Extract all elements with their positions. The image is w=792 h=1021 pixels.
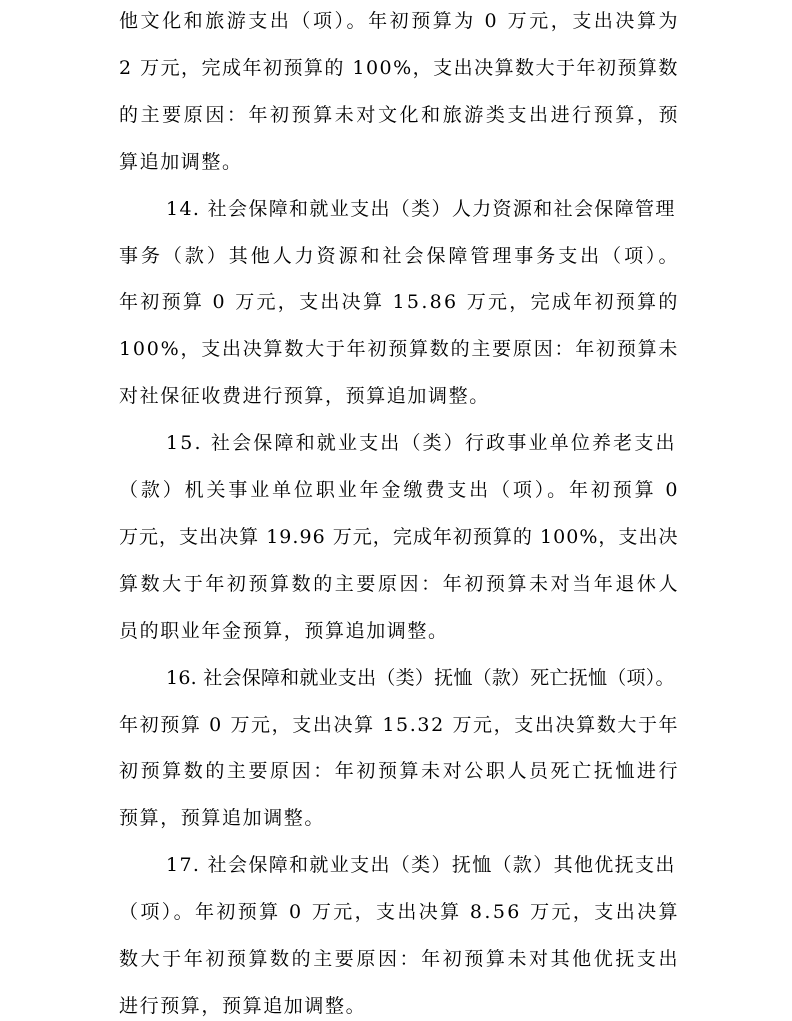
paragraph-line-text: 预算，预算追加调整。 bbox=[119, 807, 326, 830]
paragraph-line-text: 15. 社会保障和就业支出（类）行政事业单位养老支出 bbox=[166, 432, 677, 455]
paragraph-line bbox=[119, 287, 679, 317]
paragraph-first-line bbox=[166, 663, 676, 693]
paragraph-line bbox=[119, 569, 679, 599]
paragraph-line-text: （项）。年初预算 0 万元，支出决算 8.56 万元，支出决算 bbox=[119, 901, 680, 924]
paragraph-line-text: 万元，支出决算 19.96 万元，完成年初预算的 100%，支出决 bbox=[119, 525, 679, 548]
paragraph-line bbox=[119, 6, 679, 36]
paragraph-line bbox=[119, 241, 679, 271]
paragraph-line-text: 算数大于年初预算数的主要原因：年初预算未对当年退休人 bbox=[119, 572, 681, 595]
paragraph-line-text: 的主要原因：年初预算未对文化和旅游类支出进行预算，预 bbox=[119, 103, 681, 126]
paragraph-line-text: 年初预算 0 万元，支出决算 15.32 万元，支出决算数大于年 bbox=[119, 713, 680, 736]
paragraph-line bbox=[119, 53, 679, 83]
paragraph-line-text: 年初预算 0 万元，支出决算 15.86 万元，完成年初预算的 bbox=[119, 291, 680, 314]
paragraph-line bbox=[119, 944, 679, 974]
paragraph-line bbox=[119, 334, 679, 364]
paragraph-line bbox=[119, 147, 679, 177]
paragraph-line-text: 进行预算，预算追加调整。 bbox=[119, 994, 367, 1017]
paragraph-line-text: 员的职业年金预算，预算追加调整。 bbox=[119, 619, 449, 642]
paragraph-line bbox=[119, 991, 679, 1021]
paragraph-first-line bbox=[166, 428, 676, 458]
paragraph-line bbox=[119, 616, 679, 646]
paragraph-line bbox=[119, 522, 679, 552]
paragraph-line-text: 对社保征收费进行预算，预算追加调整。 bbox=[119, 385, 490, 408]
paragraph-line-text: 他文化和旅游支出（项）。年初预算为 0 万元，支出决算为 bbox=[119, 10, 681, 32]
paragraph-first-line bbox=[166, 194, 676, 224]
paragraph-line-text: 16. 社会保障和就业支出（类）抚恤（款）死亡抚恤（项）。 bbox=[166, 666, 675, 689]
paragraph-line-text: 100%，支出决算数大于年初预算数的主要原因：年初预算未 bbox=[119, 338, 680, 361]
paragraph-first-line bbox=[166, 850, 676, 880]
paragraph-line bbox=[119, 756, 679, 786]
paragraph-line bbox=[119, 100, 679, 130]
paragraph-line-text: 算追加调整。 bbox=[119, 150, 243, 173]
paragraph-line-text: 14. 社会保障和就业支出（类）人力资源和社会保障管理 bbox=[166, 197, 676, 220]
paragraph-line-text: 17. 社会保障和就业支出（类）抚恤（款）其他优抚支出 bbox=[166, 854, 676, 877]
paragraph-line-text: 2 万元，完成年初预算的 100%，支出决算数大于年初预算数 bbox=[119, 56, 679, 79]
paragraph-line-text: （款）机关事业单位职业年金缴费支出（项）。年初预算 0 bbox=[119, 479, 681, 501]
paragraph-line-text: 数大于年初预算数的主要原因：年初预算未对其他优抚支出 bbox=[119, 948, 681, 970]
paragraph-line bbox=[119, 475, 679, 505]
paragraph-line bbox=[119, 803, 679, 833]
paragraph-line bbox=[119, 710, 679, 740]
paragraph-line-text: 事务（款）其他人力资源和社会保障管理事务支出（项）。 bbox=[119, 244, 681, 267]
paragraph-line bbox=[119, 897, 679, 927]
paragraph-line bbox=[119, 381, 679, 411]
paragraph-line-text: 初预算数的主要原因：年初预算未对公职人员死亡抚恤进行 bbox=[119, 760, 681, 783]
